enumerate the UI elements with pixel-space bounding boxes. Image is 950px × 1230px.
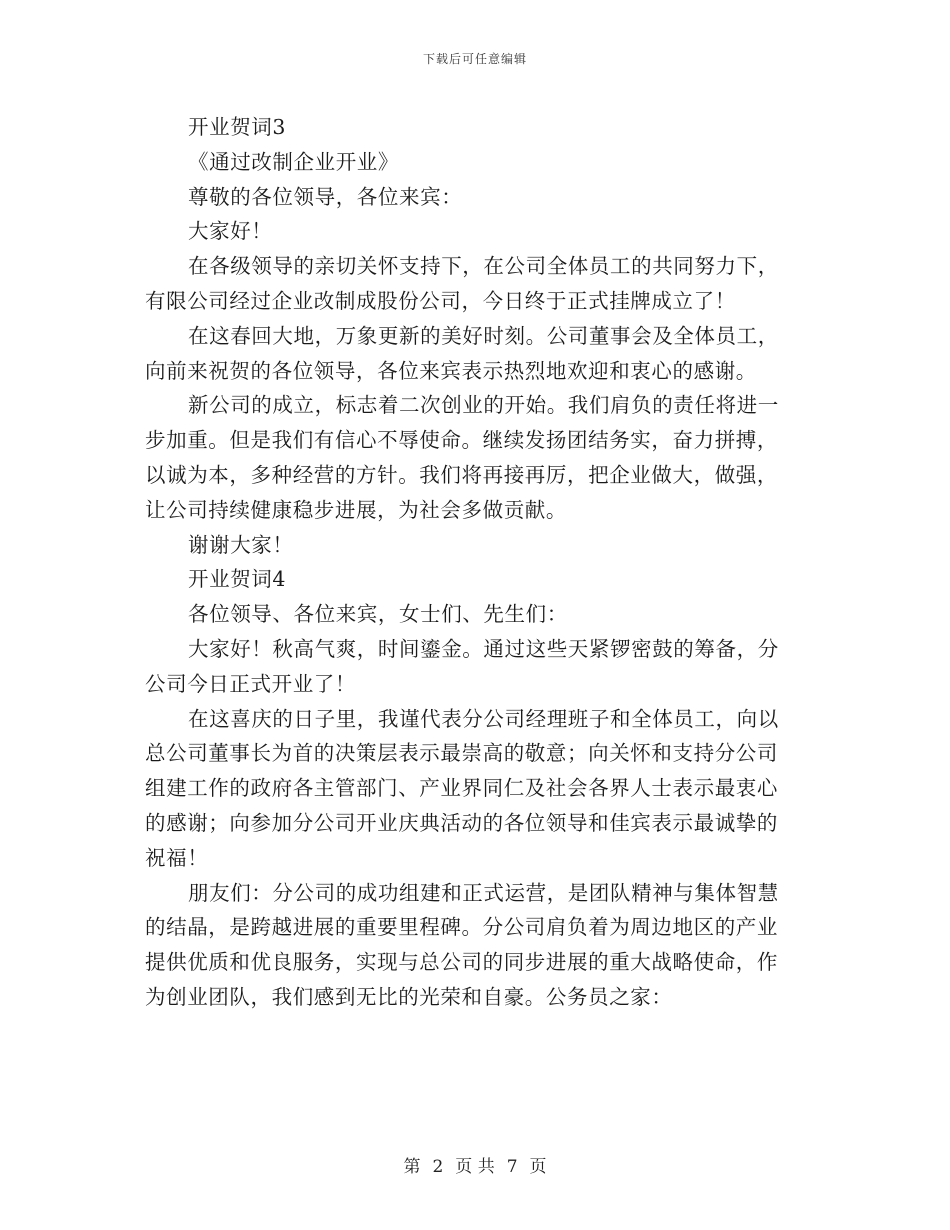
text-line: 为创业团队，我们感到无比的光荣和自豪。公务员之家： [145,984,673,1009]
text-line: 以诚为本，多种经营的方针。我们将再接再厉，把企业做大，做强， [145,462,778,487]
text-line: 步加重。但是我们有信心不辱使命。继续发扬团结务实，奋力拼搏， [145,428,778,453]
text-line: 组建工作的政府各主管部门、产业界同仁及社会各界人士表示最衷心 [145,776,778,801]
footer-suffix: 页 [529,1157,547,1177]
text-line: 在这春回大地，万象更新的美好时刻。公司董事会及全体员工， [188,323,779,348]
text-line: 向前来祝贺的各位领导，各位来宾表示热烈地欢迎和衷心的感谢。 [145,358,757,383]
text-line: 朋友们：分公司的成功组建和正式运营，是团队精神与集体智慧 [188,880,779,905]
text-line: 在这喜庆的日子里，我谨代表分公司经理班子和全体员工，向以 [188,706,779,731]
text-line: 开业贺词4 [188,567,287,592]
footer-prefix: 第 [403,1157,421,1177]
text-line: 在各级领导的亲切关怀支持下，在公司全体员工的共同努力下， [188,254,779,279]
text-line: 各位领导、各位来宾，女士们、先生们： [188,602,568,627]
text-line: 总公司董事长为首的决策层表示最崇高的敬意；向关怀和支持分公司 [145,741,778,766]
text-line: 公司今日正式开业了！ [145,671,356,696]
text-line: 祝福！ [145,845,209,870]
text-line: 的结晶，是跨越进展的重要里程碑。分公司肩负着为周边地区的产业 [145,915,778,940]
page-header: 下载后可任意编辑 [422,52,527,66]
text-line: 有限公司经过企业改制成股份公司，今日终于正式挂牌成立了！ [145,288,736,313]
text-line: 开业贺词3 [188,115,287,139]
footer-mid: 页 共 [455,1157,495,1177]
page-number: 2 [432,1157,444,1177]
text-line: 大家好！秋高气爽，时间鎏金。通过这些天紧锣密鼓的筹备，分 [188,636,779,661]
text-line: 新公司的成立，标志着二次创业的开始。我们肩负的责任将进一 [188,393,779,418]
text-line: 的感谢；向参加分公司开业庆典活动的各位领导和佳宾表示最诚挚的 [145,810,778,835]
text-line: 提供优质和优良服务，实现与总公司的同步进展的重大战略使命，作 [145,950,778,975]
text-line: 大家好！ [188,219,273,244]
text-line: 让公司持续健康稳步进展，为社会多做贡献。 [145,497,567,522]
page-total: 7 [506,1157,518,1177]
text-line: 尊敬的各位领导，各位来宾： [188,184,463,209]
document-body [145,110,815,1015]
page-footer [0,1152,950,1177]
text-line: 谢谢大家！ [188,532,294,557]
text-line: 《通过改制企业开业》 [188,149,399,174]
